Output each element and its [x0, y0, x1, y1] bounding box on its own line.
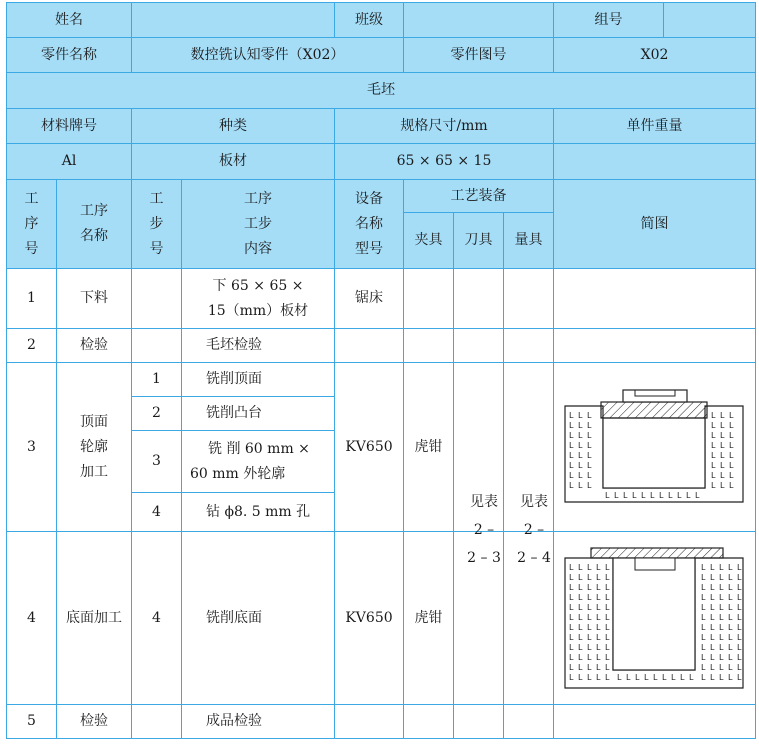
row5-no: 5 — [7, 705, 57, 739]
vise-mark: L — [577, 481, 582, 490]
vise-mark: L — [568, 603, 573, 612]
vise-mark: L — [670, 673, 675, 682]
vise-mark: L — [652, 673, 657, 682]
vise-mark: L — [604, 603, 609, 612]
vise-mark: L — [568, 461, 573, 470]
vise-mark: L — [736, 673, 741, 682]
vise-mark: L — [728, 411, 733, 420]
vise-mark: L — [586, 573, 591, 582]
col-proc-no: 工 序 号 — [7, 180, 57, 269]
class-label: 班级 — [335, 3, 404, 38]
vise-mark: L — [727, 603, 732, 612]
type-label: 种类 — [132, 109, 335, 144]
vise-mark: L — [616, 673, 621, 682]
vise-mark: L — [661, 673, 666, 682]
vise-mark: L — [700, 613, 705, 622]
vise-mark: L — [700, 673, 705, 682]
vise-mark: L — [586, 593, 591, 602]
table-row — [7, 705, 756, 739]
row3-step2-no: 2 — [132, 397, 182, 431]
vise-mark: L — [736, 573, 741, 582]
vise-mark: L — [718, 673, 723, 682]
vise-mark: L — [604, 673, 609, 682]
vise-mark: L — [728, 461, 733, 470]
vise-mark: L — [736, 623, 741, 632]
vise-mark: L — [710, 461, 715, 470]
vise-mark: L — [586, 471, 591, 480]
row4-name: 底面加工 — [57, 532, 132, 705]
vise-mark: L — [604, 573, 609, 582]
vise-mark: L — [694, 491, 699, 500]
vise-mark: L — [718, 643, 723, 652]
vise-mark: L — [625, 673, 630, 682]
vise-mark: L — [676, 491, 681, 500]
vise-mark: L — [577, 673, 582, 682]
vise-mark: L — [568, 623, 573, 632]
vise-mark: L — [709, 653, 714, 662]
vise-mark: L — [643, 673, 648, 682]
row1-content: 下 65 × 65 × 15（mm）板材 — [182, 269, 335, 329]
vise-mark: L — [577, 421, 582, 430]
vise-mark: L — [577, 623, 582, 632]
row3-no: 3 — [7, 363, 57, 532]
vise-mark: L — [568, 481, 573, 490]
vise-mark: L — [568, 573, 573, 582]
vise-mark: L — [577, 583, 582, 592]
vise-mark: L — [649, 491, 654, 500]
row4-no: 4 — [7, 532, 57, 705]
vise-mark: L — [586, 653, 591, 662]
vise-mark: L — [727, 673, 732, 682]
vise-mark: L — [727, 563, 732, 572]
vise-mark: L — [613, 491, 618, 500]
vise-mark: L — [595, 663, 600, 672]
vise-mark: L — [586, 623, 591, 632]
vise-mark: L — [568, 613, 573, 622]
vise-mark: L — [604, 613, 609, 622]
col-tooling: 工艺装备 — [404, 180, 554, 213]
vise-mark: L — [709, 593, 714, 602]
vise-mark: L — [719, 411, 724, 420]
vise-mark: L — [700, 643, 705, 652]
vise-mark: L — [709, 603, 714, 612]
vise-mark: L — [736, 643, 741, 652]
row2-name: 检验 — [57, 329, 132, 363]
row3-fixture: 虎钳 — [404, 363, 454, 532]
vise-mark: L — [710, 481, 715, 490]
row3-step3-content: 铣 削 60 mm × 60 mm 外轮廓 — [182, 431, 335, 493]
vise-mark: L — [709, 643, 714, 652]
vise-mark: L — [709, 573, 714, 582]
row4-equipment: KV650 — [335, 532, 404, 705]
material-value: Al — [7, 144, 132, 180]
col-gauge: 量具 — [504, 213, 554, 269]
row2-content: 毛坯检验 — [182, 329, 335, 363]
vise-mark: L — [718, 573, 723, 582]
row3-step4-no: 4 — [132, 493, 182, 532]
row3-step1-no: 1 — [132, 363, 182, 397]
table-row — [7, 532, 756, 705]
name-label: 姓名 — [7, 3, 132, 38]
vise-mark: L — [736, 633, 741, 642]
vise-mark: L — [727, 663, 732, 672]
vise-mark: L — [631, 491, 636, 500]
vise-mark: L — [595, 623, 600, 632]
vise-mark: L — [728, 481, 733, 490]
vise-mark: L — [577, 613, 582, 622]
vise-mark: L — [568, 593, 573, 602]
vise-mark: L — [604, 623, 609, 632]
part-name-label: 零件名称 — [7, 38, 132, 73]
vise-mark: L — [595, 643, 600, 652]
vise-mark: L — [710, 471, 715, 480]
vise-mark: L — [736, 583, 741, 592]
vise-mark: L — [586, 461, 591, 470]
row3-step4-content: 钻 ϕ8. 5 mm 孔 — [182, 493, 335, 532]
vise-mark: L — [568, 451, 573, 460]
row4-fixture: 虎钳 — [404, 532, 454, 705]
vise-mark: L — [710, 421, 715, 430]
vise-mark: L — [719, 441, 724, 450]
vise-mark: L — [658, 491, 663, 500]
vise-mark: L — [586, 643, 591, 652]
vise-mark: L — [718, 563, 723, 572]
part-name-value: 数控铣认知零件（X02） — [132, 38, 404, 73]
vise-mark: L — [595, 563, 600, 572]
vise-mark: L — [728, 471, 733, 480]
vise-mark: L — [719, 421, 724, 430]
vise-mark: L — [595, 573, 600, 582]
vise-mark: L — [577, 451, 582, 460]
size-label: 规格尺寸/mm — [335, 109, 554, 144]
drawing-no-value: X02 — [554, 38, 756, 73]
vise-mark: L — [568, 471, 573, 480]
gauge-ref: 见表 2 – 2 – 4 — [517, 494, 551, 566]
vise-mark: L — [622, 491, 627, 500]
type-value: 板材 — [132, 144, 335, 180]
vise-mark: L — [586, 633, 591, 642]
vise-mark: L — [604, 663, 609, 672]
material-label: 材料牌号 — [7, 109, 132, 144]
vise-mark: L — [577, 471, 582, 480]
col-fixture: 夹具 — [404, 213, 454, 269]
vise-mark: L — [700, 633, 705, 642]
vise-mark: L — [586, 481, 591, 490]
vise-mark: L — [718, 613, 723, 622]
vise-mark: L — [577, 461, 582, 470]
row1-name: 下料 — [57, 269, 132, 329]
vise-mark: L — [700, 593, 705, 602]
vise-mark: L — [727, 643, 732, 652]
vise-mark: L — [710, 451, 715, 460]
col-cutter: 刀具 — [454, 213, 504, 269]
vise-mark: L — [727, 633, 732, 642]
vise-mark: L — [709, 673, 714, 682]
vise-mark: L — [709, 583, 714, 592]
vise-mark: L — [568, 673, 573, 682]
vise-mark: L — [595, 673, 600, 682]
vise-mark: L — [586, 663, 591, 672]
vise-mark: L — [577, 563, 582, 572]
vise-mark: L — [736, 663, 741, 672]
vise-mark: L — [700, 603, 705, 612]
row4-step-no: 4 — [132, 532, 182, 705]
vise-mark: L — [586, 563, 591, 572]
table-row — [7, 363, 756, 397]
vise-mark: L — [718, 603, 723, 612]
vise-mark: L — [709, 633, 714, 642]
col-content: 工序 工步 内容 — [182, 180, 335, 269]
vise-mark: L — [604, 633, 609, 642]
sketch-top-machining — [554, 363, 756, 532]
vise-mark: L — [586, 431, 591, 440]
vise-mark: L — [568, 431, 573, 440]
vise-mark: L — [595, 613, 600, 622]
vise-mark: L — [718, 593, 723, 602]
vise-mark: L — [709, 623, 714, 632]
vise-mark: L — [736, 613, 741, 622]
vise-mark: L — [736, 593, 741, 602]
row1-equipment: 锯床 — [335, 269, 404, 329]
vise-mark: L — [577, 653, 582, 662]
vise-mark: L — [568, 583, 573, 592]
vise-mark: L — [700, 623, 705, 632]
vise-mark: L — [709, 663, 714, 672]
col-sketch: 简图 — [554, 180, 756, 269]
vise-mark: L — [700, 563, 705, 572]
vise-mark: L — [700, 583, 705, 592]
cutter-ref: 见表 2 – 2 – 3 — [467, 494, 501, 566]
vise-mark: L — [727, 623, 732, 632]
vise-mark: L — [568, 653, 573, 662]
top-face-sketch — [563, 388, 747, 506]
vise-mark: L — [728, 431, 733, 440]
vise-mark: L — [586, 421, 591, 430]
row1-step — [132, 269, 182, 329]
process-card-table — [6, 2, 756, 739]
vise-mark: L — [577, 643, 582, 652]
vise-mark: L — [568, 663, 573, 672]
vise-mark: L — [586, 673, 591, 682]
vise-mark: L — [718, 623, 723, 632]
vise-mark: L — [719, 471, 724, 480]
vise-mark: L — [568, 563, 573, 572]
vise-mark: L — [595, 633, 600, 642]
row5-name: 检验 — [57, 705, 132, 739]
vise-mark: L — [728, 441, 733, 450]
vise-mark: L — [586, 411, 591, 420]
vise-mark: L — [604, 583, 609, 592]
vise-mark: L — [718, 583, 723, 592]
vise-mark: L — [718, 663, 723, 672]
row4-content: 铣削底面 — [182, 532, 335, 705]
vise-mark: L — [568, 421, 573, 430]
vise-mark: L — [667, 491, 672, 500]
vise-mark: L — [595, 583, 600, 592]
vise-mark: L — [718, 653, 723, 662]
vise-mark: L — [727, 573, 732, 582]
vise-mark: L — [568, 633, 573, 642]
vise-mark: L — [736, 563, 741, 572]
table-row — [7, 269, 756, 329]
vise-mark: L — [700, 663, 705, 672]
vise-mark: L — [595, 653, 600, 662]
row1-no: 1 — [7, 269, 57, 329]
vise-mark: L — [688, 673, 693, 682]
vise-mark: L — [727, 613, 732, 622]
vise-mark: L — [719, 451, 724, 460]
size-value: 65 × 65 × 15 — [335, 144, 554, 180]
vise-mark: L — [577, 633, 582, 642]
vise-mark: L — [700, 573, 705, 582]
vise-mark: L — [736, 653, 741, 662]
vise-mark: L — [577, 441, 582, 450]
vise-mark: L — [634, 673, 639, 682]
col-proc-name: 工序 名称 — [57, 180, 132, 269]
weight-value — [554, 144, 756, 180]
group-label: 组号 — [554, 3, 664, 38]
vise-mark: L — [577, 411, 582, 420]
vise-mark: L — [604, 563, 609, 572]
class-value[interactable] — [404, 3, 554, 38]
vise-mark: L — [710, 411, 715, 420]
vise-mark: L — [577, 431, 582, 440]
row3-equipment: KV650 — [335, 363, 404, 532]
vise-mark: L — [595, 603, 600, 612]
row3-step1-content: 铣削顶面 — [182, 363, 335, 397]
vise-mark: L — [718, 633, 723, 642]
vise-mark: L — [586, 583, 591, 592]
col-equipment: 设备 名称 型号 — [335, 180, 404, 269]
vise-mark: L — [604, 491, 609, 500]
row3-step3-no: 3 — [132, 431, 182, 493]
row5-content: 成品检验 — [182, 705, 335, 739]
vise-mark: L — [709, 563, 714, 572]
name-value[interactable] — [132, 3, 335, 38]
vise-mark: L — [586, 613, 591, 622]
vise-mark: L — [719, 461, 724, 470]
bottom-face-sketch — [563, 544, 747, 692]
vise-mark: L — [719, 431, 724, 440]
vise-mark: L — [577, 663, 582, 672]
row3-step2-content: 铣削凸台 — [182, 397, 335, 431]
row3-name: 顶面 轮廓 加工 — [57, 363, 132, 532]
vise-mark: L — [586, 451, 591, 460]
blank-title: 毛坯 — [7, 73, 756, 109]
vise-mark: L — [710, 441, 715, 450]
col-step-no: 工 步 号 — [132, 180, 182, 269]
vise-mark: L — [727, 653, 732, 662]
vise-mark: L — [736, 603, 741, 612]
vise-mark: L — [568, 441, 573, 450]
vise-mark: L — [700, 653, 705, 662]
vise-mark: L — [586, 603, 591, 612]
vise-mark: L — [727, 583, 732, 592]
group-value[interactable] — [664, 3, 756, 38]
vise-mark: L — [679, 673, 684, 682]
table-row — [7, 329, 756, 363]
vise-mark: L — [568, 643, 573, 652]
vise-mark: L — [577, 603, 582, 612]
vise-mark: L — [568, 411, 573, 420]
vise-mark: L — [577, 573, 582, 582]
weight-label: 单件重量 — [554, 109, 756, 144]
vise-mark: L — [728, 451, 733, 460]
vise-mark: L — [710, 431, 715, 440]
vise-mark: L — [604, 593, 609, 602]
vise-mark: L — [727, 593, 732, 602]
vise-mark: L — [709, 613, 714, 622]
vise-mark: L — [604, 653, 609, 662]
vise-mark: L — [595, 593, 600, 602]
sketch-bottom-machining — [554, 532, 756, 705]
vise-mark: L — [586, 441, 591, 450]
vise-mark: L — [604, 643, 609, 652]
vise-mark: L — [719, 481, 724, 490]
vise-mark: L — [728, 421, 733, 430]
drawing-no-label: 零件图号 — [404, 38, 554, 73]
row2-no: 2 — [7, 329, 57, 363]
vise-mark: L — [685, 491, 690, 500]
vise-mark: L — [640, 491, 645, 500]
vise-mark: L — [577, 593, 582, 602]
